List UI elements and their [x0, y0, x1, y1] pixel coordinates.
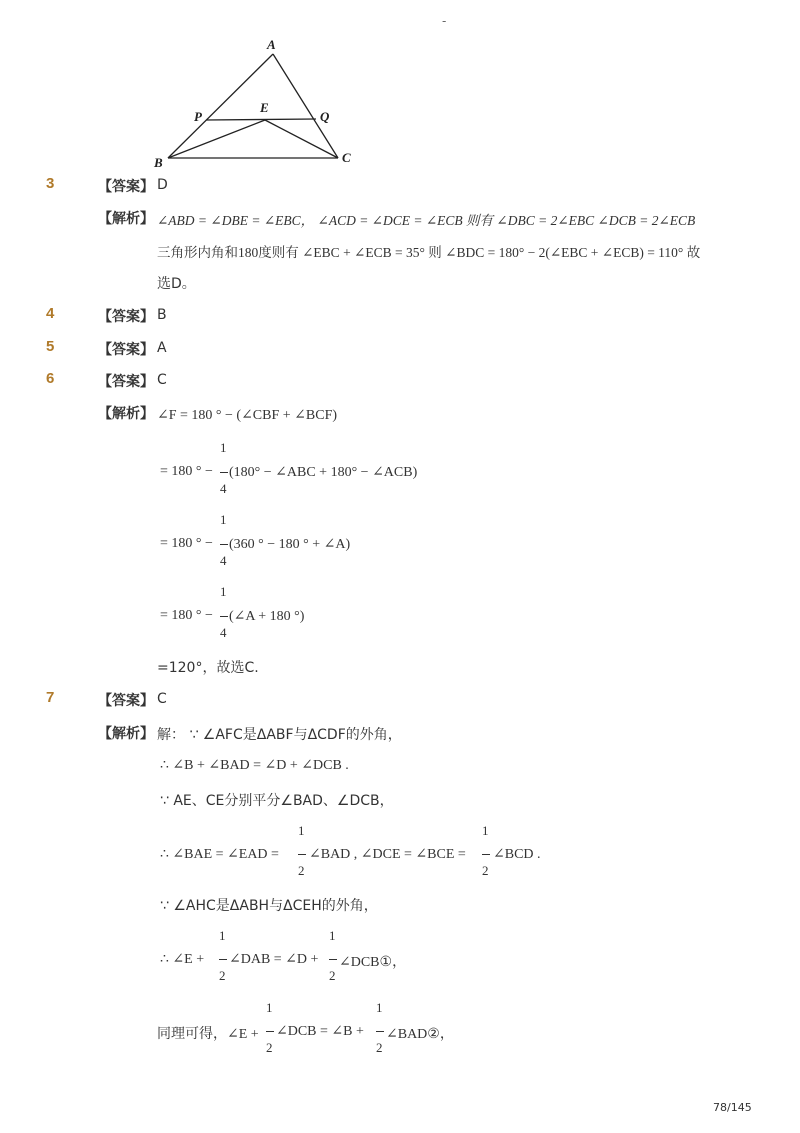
fraction-6-1-bar: [220, 472, 228, 473]
fraction-6-3-den: 4: [220, 625, 227, 640]
analysis-3-line1: ∠ABD = ∠DBE = ∠EBC， ∠ACD = ∠DCE = ∠ECB 则有 ∠DBC = 2∠EBC ∠DCB = 2∠ECB: [157, 213, 696, 228]
fraction-7-6-bar: [219, 959, 227, 960]
label-A: A: [267, 37, 276, 52]
fraction-6-3-bar: [220, 616, 228, 617]
label-B: B: [154, 155, 163, 170]
label-C: C: [342, 150, 351, 165]
analysis-6-line2b: (180° − ∠ABC + 180° − ∠ACB): [229, 465, 418, 480]
fraction-6-3-num: 1: [220, 584, 227, 599]
answer-tag-6: 【答案】: [98, 374, 154, 390]
fraction-7-8-num: 1: [266, 1000, 273, 1015]
fraction-7-9-num: 1: [376, 1000, 383, 1015]
answer-tag-3: 【答案】: [98, 179, 154, 195]
analysis-6-line1: ∠F = 180 ° − (∠CBF + ∠BCF): [157, 408, 338, 423]
segment-EC: [265, 120, 338, 158]
fraction-7-6-den: 2: [219, 968, 226, 983]
analysis-7-line7c: ∠BAD②，: [386, 1027, 454, 1042]
analysis-7-line2: ∴ ∠B + ∠BAD = ∠D + ∠DCB .: [160, 758, 349, 773]
question-number-3: 3: [46, 175, 55, 192]
analysis-6-line4b: (∠A + 180 °): [229, 609, 305, 624]
fraction-7-8-bar: [266, 1031, 274, 1032]
fraction-6-2-den: 4: [220, 553, 227, 568]
answer-tag-5: 【答案】: [98, 342, 154, 358]
segment-PQ: [206, 119, 316, 120]
question-number-5: 5: [46, 338, 55, 355]
answer-tag-7: 【答案】: [98, 693, 154, 709]
triangle-figure: [140, 30, 370, 175]
analysis-7-line7a: 同理可得，∠E +: [157, 1027, 259, 1042]
answer-4: B: [157, 307, 167, 323]
analysis-6-line4: = 180 ° −: [160, 608, 213, 623]
fraction-7-4-num: 1: [298, 823, 305, 838]
analysis-6-line3: = 180 ° −: [160, 536, 213, 551]
answer-3: D: [157, 177, 168, 193]
answer-5: A: [157, 340, 167, 356]
fraction-7-4-den: 2: [298, 863, 305, 878]
fraction-7-5-den: 2: [482, 863, 489, 878]
analysis-tag-3: 【解析】: [98, 211, 154, 227]
question-number-7: 7: [46, 689, 55, 706]
analysis-7-line6c: ∠DCB①，: [339, 955, 407, 970]
fraction-7-7-num: 1: [329, 928, 336, 943]
answer-tag-4: 【答案】: [98, 309, 154, 325]
analysis-7-line6b: ∠DAB = ∠D +: [229, 952, 319, 967]
fraction-6-2-bar: [220, 544, 228, 545]
segment-BE: [168, 120, 265, 158]
segment-AB: [168, 54, 273, 158]
analysis-3-line3: 选D。: [157, 276, 196, 292]
fraction-7-5-num: 1: [482, 823, 489, 838]
fraction-6-2-num: 1: [220, 512, 227, 527]
header-mark: -: [442, 14, 447, 28]
fraction-7-7-bar: [329, 959, 337, 960]
segment-AC: [273, 54, 338, 158]
analysis-7-line3: ∵ AE、CE分别平分∠BAD、∠DCB，: [160, 793, 394, 809]
analysis-6-line3b: (360 ° − 180 ° + ∠A): [229, 537, 351, 552]
fraction-7-4-bar: [298, 854, 306, 855]
label-Q: Q: [320, 109, 330, 124]
analysis-3-line2: 三角形内角和180度则有 ∠EBC + ∠ECB = 35° 则 ∠BDC = 180° − 2(∠EBC + ∠ECB) = 110° 故: [157, 245, 701, 260]
analysis-7-line7b: ∠DCB = ∠B +: [276, 1024, 364, 1039]
fraction-7-7-den: 2: [329, 968, 336, 983]
question-number-6: 6: [46, 370, 55, 387]
question-number-4: 4: [46, 305, 55, 322]
analysis-7-line4a: ∴ ∠BAE = ∠EAD =: [160, 847, 279, 862]
analysis-7-line6a: ∴ ∠E +: [160, 952, 205, 967]
analysis-7-line1: 解： ∵ ∠AFC是ΔABF与ΔCDF的外角，: [157, 727, 402, 743]
analysis-tag-6: 【解析】: [98, 406, 154, 422]
analysis-7-line4b: ∠BAD , ∠DCE = ∠BCE =: [309, 847, 466, 862]
analysis-tag-7: 【解析】: [98, 726, 154, 742]
fraction-6-1-den: 4: [220, 481, 227, 496]
fraction-7-6-num: 1: [219, 928, 226, 943]
analysis-6-line2: = 180 ° −: [160, 464, 213, 479]
fraction-6-1-num: 1: [220, 440, 227, 455]
analysis-7-line4c: ∠BCD .: [493, 847, 541, 862]
page-number: 78/145: [713, 1101, 752, 1114]
fraction-7-8-den: 2: [266, 1040, 273, 1055]
fraction-7-9-den: 2: [376, 1040, 383, 1055]
analysis-6-line5: =120°，故选C.: [157, 660, 259, 676]
label-P: P: [194, 109, 202, 124]
answer-6: C: [157, 372, 167, 388]
label-E: E: [260, 100, 269, 115]
fraction-7-9-bar: [376, 1031, 384, 1032]
answer-7: C: [157, 691, 167, 707]
fraction-7-5-bar: [482, 854, 490, 855]
analysis-7-line5: ∵ ∠AHC是ΔABH与ΔCEH的外角，: [160, 898, 378, 914]
